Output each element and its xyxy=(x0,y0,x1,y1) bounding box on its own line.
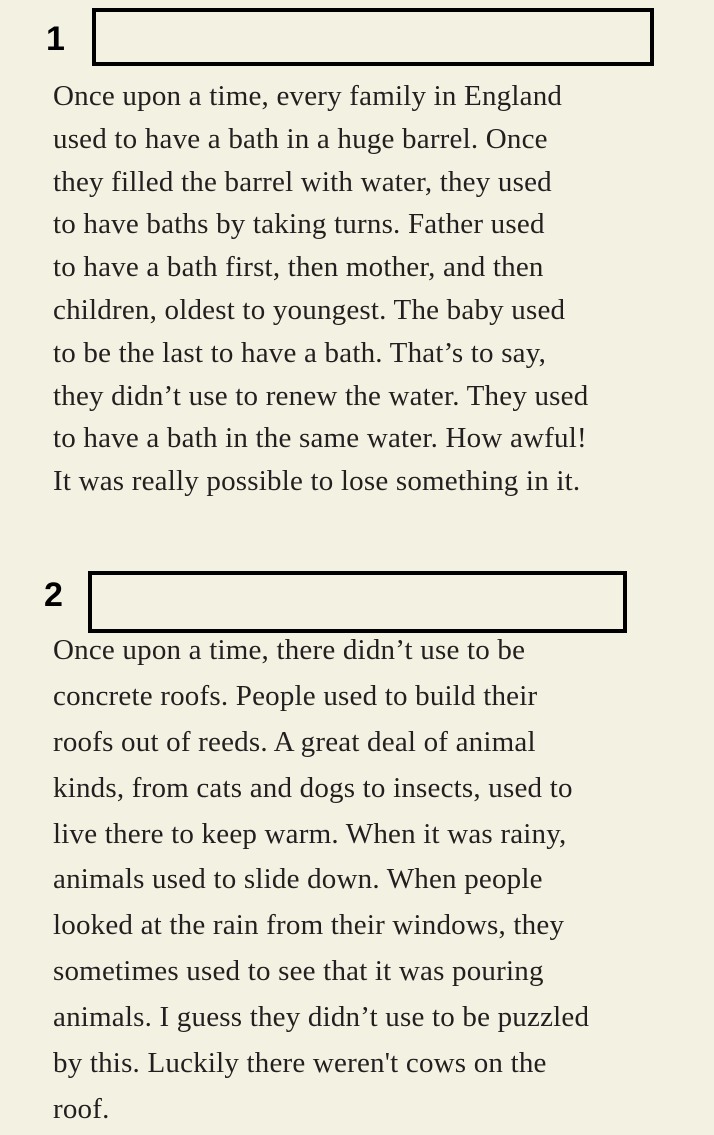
paragraph-line: they filled the barrel with water, they used xyxy=(53,165,552,198)
section-2-title-blank[interactable] xyxy=(88,571,627,633)
paragraph-line: It was really possible to lose something in it. xyxy=(53,465,581,498)
paragraph-line: used to have a bath in a huge barrel. Once xyxy=(53,122,548,155)
paragraph-line: they didn’t use to renew the water. They used xyxy=(53,379,589,412)
section-1-title-blank[interactable] xyxy=(92,8,654,66)
paragraph-line: to have a bath first, then mother, and then xyxy=(53,251,544,284)
section-2-paragraph xyxy=(53,630,589,1135)
paragraph-line: to have baths by taking turns. Father used xyxy=(53,208,545,241)
paragraph-line: by this. Luckily there weren't cows on the xyxy=(53,1047,547,1080)
paragraph-line: live there to keep warm. When it was rainy, xyxy=(53,817,567,850)
paragraph-line: Once upon a time, there didn’t use to be xyxy=(53,634,526,666)
paragraph-line: Once upon a time, every family in England xyxy=(53,80,563,112)
paragraph-line: roof. xyxy=(53,1092,110,1125)
paragraph-line: roofs out of reeds. A great deal of animal xyxy=(53,725,536,758)
section-1-number: 1 xyxy=(46,20,65,58)
paragraph-line: to be the last to have a bath. That’s to say, xyxy=(53,336,547,369)
paragraph-line: sometimes used to see that it was pouring xyxy=(53,955,544,988)
paragraph-line: looked at the rain from their windows, they xyxy=(53,909,565,942)
section-2-number: 2 xyxy=(44,576,63,614)
paragraph-line: kinds, from cats and dogs to insects, used to xyxy=(53,771,573,804)
paragraph-line: concrete roofs. People used to build their xyxy=(53,679,538,712)
paragraph-line: animals. I guess they didn’t use to be puzzled xyxy=(53,1001,590,1034)
paragraph-line: children, oldest to youngest. The baby used xyxy=(53,293,566,326)
paragraph-line: to have a bath in the same water. How awful! xyxy=(53,422,587,455)
section-1-paragraph xyxy=(53,76,588,504)
paragraph-line: animals used to slide down. When people xyxy=(53,863,543,896)
